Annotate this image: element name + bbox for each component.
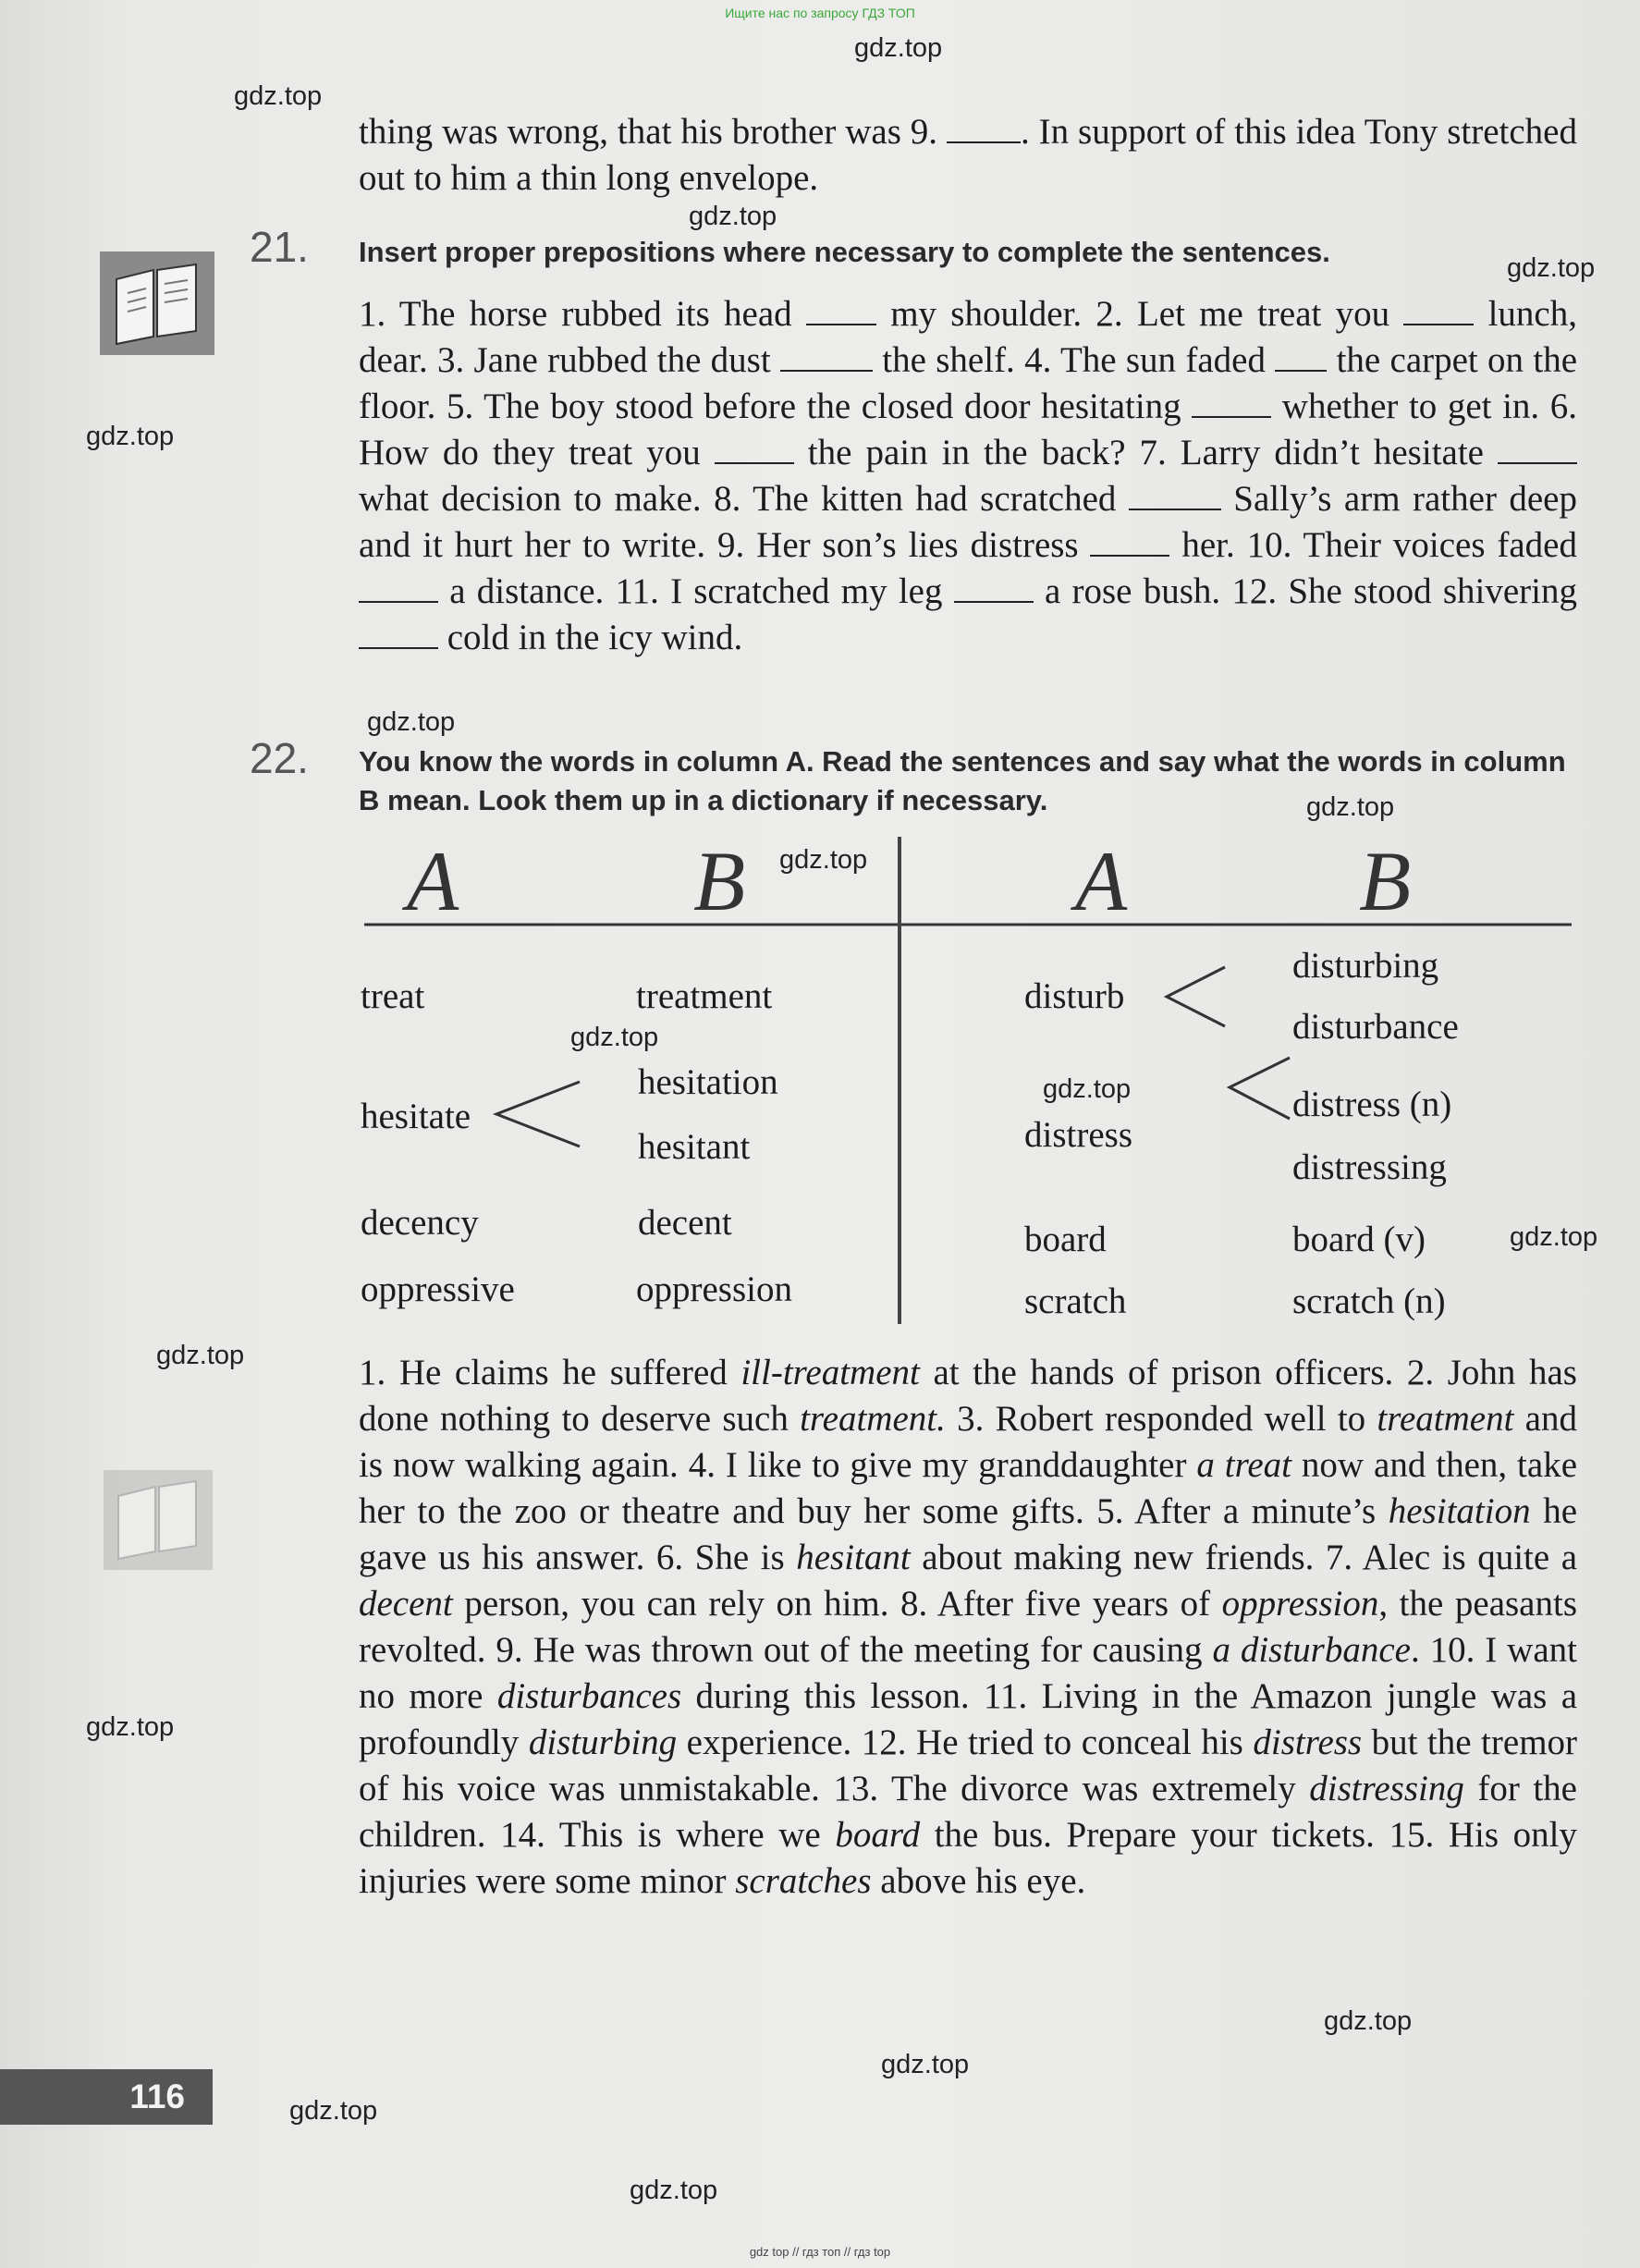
sentence-text: person, you can rely on him. 8. After five years of bbox=[452, 1584, 1222, 1624]
target-word: distress bbox=[1253, 1722, 1363, 1762]
watermark: gdz.top bbox=[570, 1023, 659, 1052]
sentence-text: 1. The horse rubbed its head bbox=[359, 294, 806, 334]
watermark: gdz.top bbox=[1507, 253, 1596, 283]
sentence-text: he gave us his answer. 6. She is bbox=[359, 1491, 1578, 1577]
exercise-number: 22. bbox=[250, 734, 309, 782]
target-word: oppression bbox=[1221, 1584, 1379, 1624]
watermark: gdz.top bbox=[234, 81, 323, 111]
watermark: gdz.top bbox=[86, 422, 175, 451]
sentence-text: my shoulder. 2. Let me treat you bbox=[875, 294, 1404, 334]
word-b: distress (n) bbox=[1292, 1085, 1452, 1124]
target-word: scratches bbox=[735, 1861, 872, 1901]
sentence-text: for the children. 14. This is where we bbox=[359, 1769, 1577, 1855]
top-banner: Ищите нас по запросу ГДЗ ТОП bbox=[725, 6, 915, 20]
word-a: decency bbox=[361, 1203, 479, 1243]
sentence-text: lunch, dear. 3. Jane rubbed the dust bbox=[359, 294, 1577, 380]
watermark: gdz.top bbox=[367, 707, 456, 737]
watermark: gdz.top bbox=[1306, 792, 1395, 822]
exercise-instruction: You know the words in column A. Read the sentences and say what the words in column B mean. Look them up in a dictionary if necessary. bbox=[359, 745, 1566, 816]
word-a: disturb bbox=[1024, 976, 1125, 1016]
continuation-paragraph: thing was wrong, that his brother was 9. . In support of this idea Tony stretched out to him a thin long envelope. bbox=[359, 112, 1577, 198]
word-a: hesitate bbox=[361, 1097, 471, 1136]
target-word: ill-treatment bbox=[740, 1353, 920, 1392]
target-word: disturbing bbox=[528, 1722, 678, 1762]
sentence-text: during this lesson. 11. Living in the Amazon jungle was a profoundly bbox=[359, 1676, 1578, 1762]
watermark: gdz.top bbox=[779, 845, 868, 875]
sentence-text: what decision to make. 8. The kitten had scratched bbox=[359, 479, 1129, 519]
word-b: oppression bbox=[636, 1269, 792, 1309]
column-b-header: B bbox=[1359, 834, 1414, 928]
word-b: decent bbox=[638, 1203, 732, 1243]
sentence-text: the pain in the back? 7. Larry didn’t hesitate bbox=[793, 433, 1498, 472]
sentence-text: a rose bush. 12. She stood shivering bbox=[1033, 571, 1577, 611]
exercise-instruction: Insert proper prepositions where necessary to complete the sentences. bbox=[359, 236, 1330, 268]
book-icon bbox=[104, 1470, 213, 1575]
sentence-text: at the hands of prison officers. 2. John has done nothing to deserve such bbox=[359, 1353, 1577, 1439]
word-a: board bbox=[1024, 1220, 1107, 1259]
column-a-header: A bbox=[407, 834, 461, 928]
exercise-22-sentences bbox=[359, 1350, 1577, 1905]
sentence-text: a distance. 11. I scratched my leg bbox=[438, 571, 954, 611]
page-number: 116 bbox=[0, 2069, 213, 2125]
sentence-text: above his eye. bbox=[871, 1861, 1086, 1901]
sentence-text: , the peasants revolted. 9. He was thrown out of the meeting for causing bbox=[359, 1584, 1578, 1670]
watermark: gdz.top bbox=[156, 1341, 245, 1370]
sentence-text: the bus. Prepare your tickets. 15. His only injuries were some minor bbox=[359, 1815, 1577, 1901]
bottom-banner: gdz top // гдз топ // гдз top bbox=[749, 2245, 891, 2259]
target-word: a treat bbox=[1196, 1445, 1292, 1485]
target-word: board bbox=[835, 1815, 921, 1855]
sentence-text: 1. He claims he suffered bbox=[359, 1353, 741, 1392]
column-a-header: A bbox=[1075, 834, 1130, 928]
target-word: treatment. bbox=[800, 1399, 946, 1439]
sentence-text: . 10. I want no more bbox=[359, 1630, 1577, 1716]
sentence-text: the carpet on the floor. 5. The boy stood before the closed door hesitating bbox=[359, 340, 1578, 426]
word-b: hesitation bbox=[638, 1062, 778, 1102]
target-word: disturbances bbox=[496, 1676, 682, 1716]
word-b: scratch (n) bbox=[1292, 1281, 1446, 1321]
word-b: disturbing bbox=[1292, 946, 1439, 986]
watermark: gdz.top bbox=[881, 2050, 970, 2079]
target-word: treatment bbox=[1377, 1399, 1514, 1439]
word-a: distress bbox=[1024, 1115, 1132, 1155]
exercise-number: 21. bbox=[250, 223, 309, 271]
sentence-text: about making new friends. 7. Alec is quite a bbox=[910, 1538, 1578, 1577]
sentence-text: cold in the icy wind. bbox=[438, 618, 743, 657]
column-b-header: B bbox=[693, 834, 748, 928]
target-word: decent bbox=[359, 1584, 453, 1624]
word-b: distressing bbox=[1292, 1147, 1447, 1187]
watermark: gdz.top bbox=[86, 1712, 175, 1742]
sentence-text: her. 10. Their voices faded bbox=[1169, 525, 1577, 565]
word-a: treat bbox=[361, 976, 425, 1016]
watermark: gdz.top bbox=[689, 202, 777, 231]
sentence-text: but the tremor of his voice was unmistakable. 13. The divorce was extremely bbox=[359, 1722, 1578, 1808]
word-b: disturbance bbox=[1292, 1007, 1459, 1047]
watermark: gdz.top bbox=[289, 2096, 378, 2126]
watermark: gdz.top bbox=[1510, 1222, 1598, 1252]
sentence-text: the shelf. 4. The sun faded bbox=[873, 340, 1276, 380]
sentence-text: whether to get in. 6. How do they treat you bbox=[359, 386, 1577, 472]
word-b: board (v) bbox=[1292, 1220, 1426, 1259]
word-b: hesitant bbox=[638, 1127, 751, 1167]
watermark: gdz.top bbox=[1324, 2006, 1413, 2036]
word-a: scratch bbox=[1024, 1281, 1127, 1321]
target-word: distressing bbox=[1309, 1769, 1464, 1808]
target-word: hesitant bbox=[796, 1538, 911, 1577]
target-word: hesitation bbox=[1388, 1491, 1531, 1531]
watermark: gdz.top bbox=[630, 2176, 718, 2205]
sentence-text: and is now walking again. 4. I like to give my granddaughter bbox=[359, 1399, 1577, 1485]
target-word: a disturbance bbox=[1212, 1630, 1411, 1670]
sentence-text: experience. 12. He tried to conceal his bbox=[677, 1722, 1254, 1762]
sentence-text: now and then, take her to the zoo or theatre and buy her some gifts. 5. After a minute’s bbox=[359, 1445, 1578, 1531]
word-b: treatment bbox=[636, 976, 773, 1016]
watermark: gdz.top bbox=[1043, 1074, 1132, 1104]
watermark: gdz.top bbox=[854, 33, 943, 63]
sentence-text: Sally’s arm rather deep and it hurt her to write. 9. Her son’s lies distress bbox=[359, 479, 1577, 565]
sentence-text: 3. Robert responded well to bbox=[945, 1399, 1377, 1439]
word-a: oppressive bbox=[361, 1269, 515, 1309]
